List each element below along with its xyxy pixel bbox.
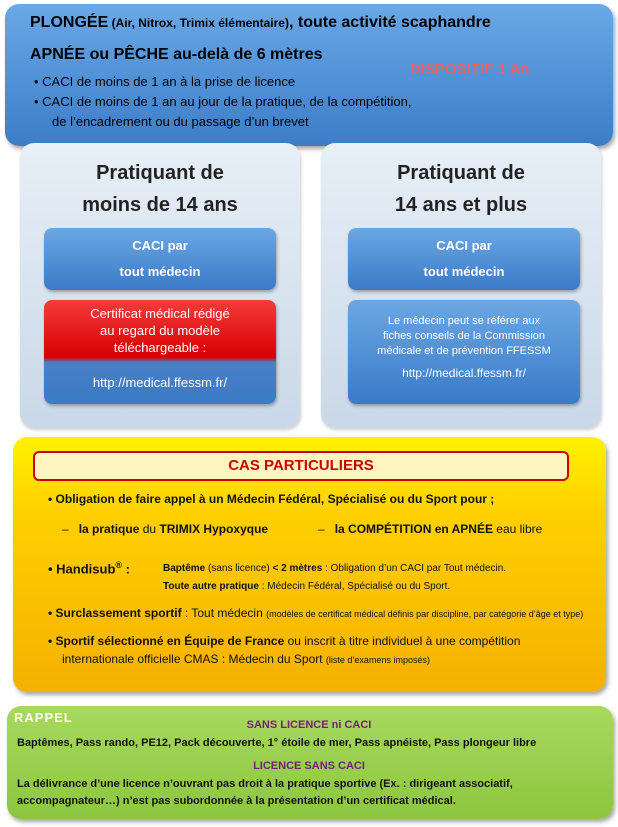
column-title: moins de 14 ans [82,194,238,216]
column-title: Pratiquant de [96,162,224,184]
licence-sans-caci-text: accompagnateur…) n’est pas subordonnée à la présentation d’un certificat médical. [17,795,456,807]
header-line-plongee: PLONGÉE (Air, Nitrox, Trimix élémentaire), toute activité scaphandre [30,14,491,31]
fiches-line: médicale et de prévention FFESSM [377,345,551,357]
caci-box [348,228,580,290]
caci-box-line: CACI par [132,238,188,253]
caci-box-line: tout médecin [423,264,505,279]
handisub-label: • Handisub® : [48,560,130,577]
rappel-title: RAPPEL [14,710,73,725]
fiches-line: Le médecin peut se référer aux [387,315,541,327]
caci-box-line: tout médecin [119,264,201,279]
medical-url-link[interactable]: http://medical.ffessm.fr/ [92,375,228,390]
caci-box [44,228,276,290]
sans-licence-list: Baptêmes, Pass rando, PE12, Pack découverte, 1° étoile de mer, Pass apnéiste, Pass plongeur libre [17,737,537,749]
header-line-apnee: APNÉE ou PÊCHE au-delà de 6 mètres [30,46,323,63]
cas-title-box [33,451,569,481]
sportif-selectionne-line: • Sportif sélectionné en Équipe de France ou inscrit à titre individuel à une compétition [48,634,521,648]
caci-box-line: CACI par [436,238,492,253]
handisub-bapteme: Baptême (sans licence) < 2 mètres : Obligation d’un CACI par Tout médecin. [163,563,507,574]
fiches-conseils-box [348,300,580,404]
cas-obligation-line: • Obligation de faire appel à un Médecin Fédéral, Spécialisé ou du Sport pour ; [48,492,495,506]
handisub-autre: Toute autre pratique : Médecin Fédéral, Spécialisé ou du Sport. [163,581,451,592]
column-title: Pratiquant de [397,162,525,184]
cas-competition-line: – la COMPÉTITION en APNÉE eau libre [318,522,543,536]
sportif-selectionne-line2: internationale officielle CMAS : Médecin du Sport (liste d’examens imposés) [62,652,430,666]
licence-sans-caci-heading: LICENCE SANS CACI [253,760,365,772]
certificat-line: téléchargeable : [113,340,207,355]
header-bullet-continuation: de l’encadrement ou du passage d’un brevet [52,114,309,129]
header-bullet: • CACI de moins de 1 an à la prise de licence [34,74,296,89]
sans-licence-heading: SANS LICENCE ni CACI [246,719,372,731]
cas-title: CAS PARTICULIERS [228,457,374,474]
dispositif-label: DISPOSITIF 1 An [410,61,530,78]
certificat-line: Certificat médical rédigé [90,306,230,321]
certificat-line: au regard du modèle [100,323,220,338]
header-bullet: • CACI de moins de 1 an au jour de la pratique, de la compétition, [34,94,412,109]
licence-sans-caci-text: La délivrance d’une licence n’ouvrant pas droit à la pratique sportive (Ex. : dirigeant associatif, [17,778,513,790]
certificat-box [44,300,276,404]
surclassement-line: • Surclassement sportif : Tout médecin (modèles de certificat médical définis par discipline, par catégorie d’âge et type) [48,606,584,620]
cas-trimix-line: – la pratique du TRIMIX Hypoxyque [62,522,269,536]
column-title: 14 ans et plus [394,194,528,216]
fiches-line: fiches conseils de la Commission [382,330,545,342]
medical-url-link[interactable]: http://medical.ffessm.fr/ [402,366,526,380]
